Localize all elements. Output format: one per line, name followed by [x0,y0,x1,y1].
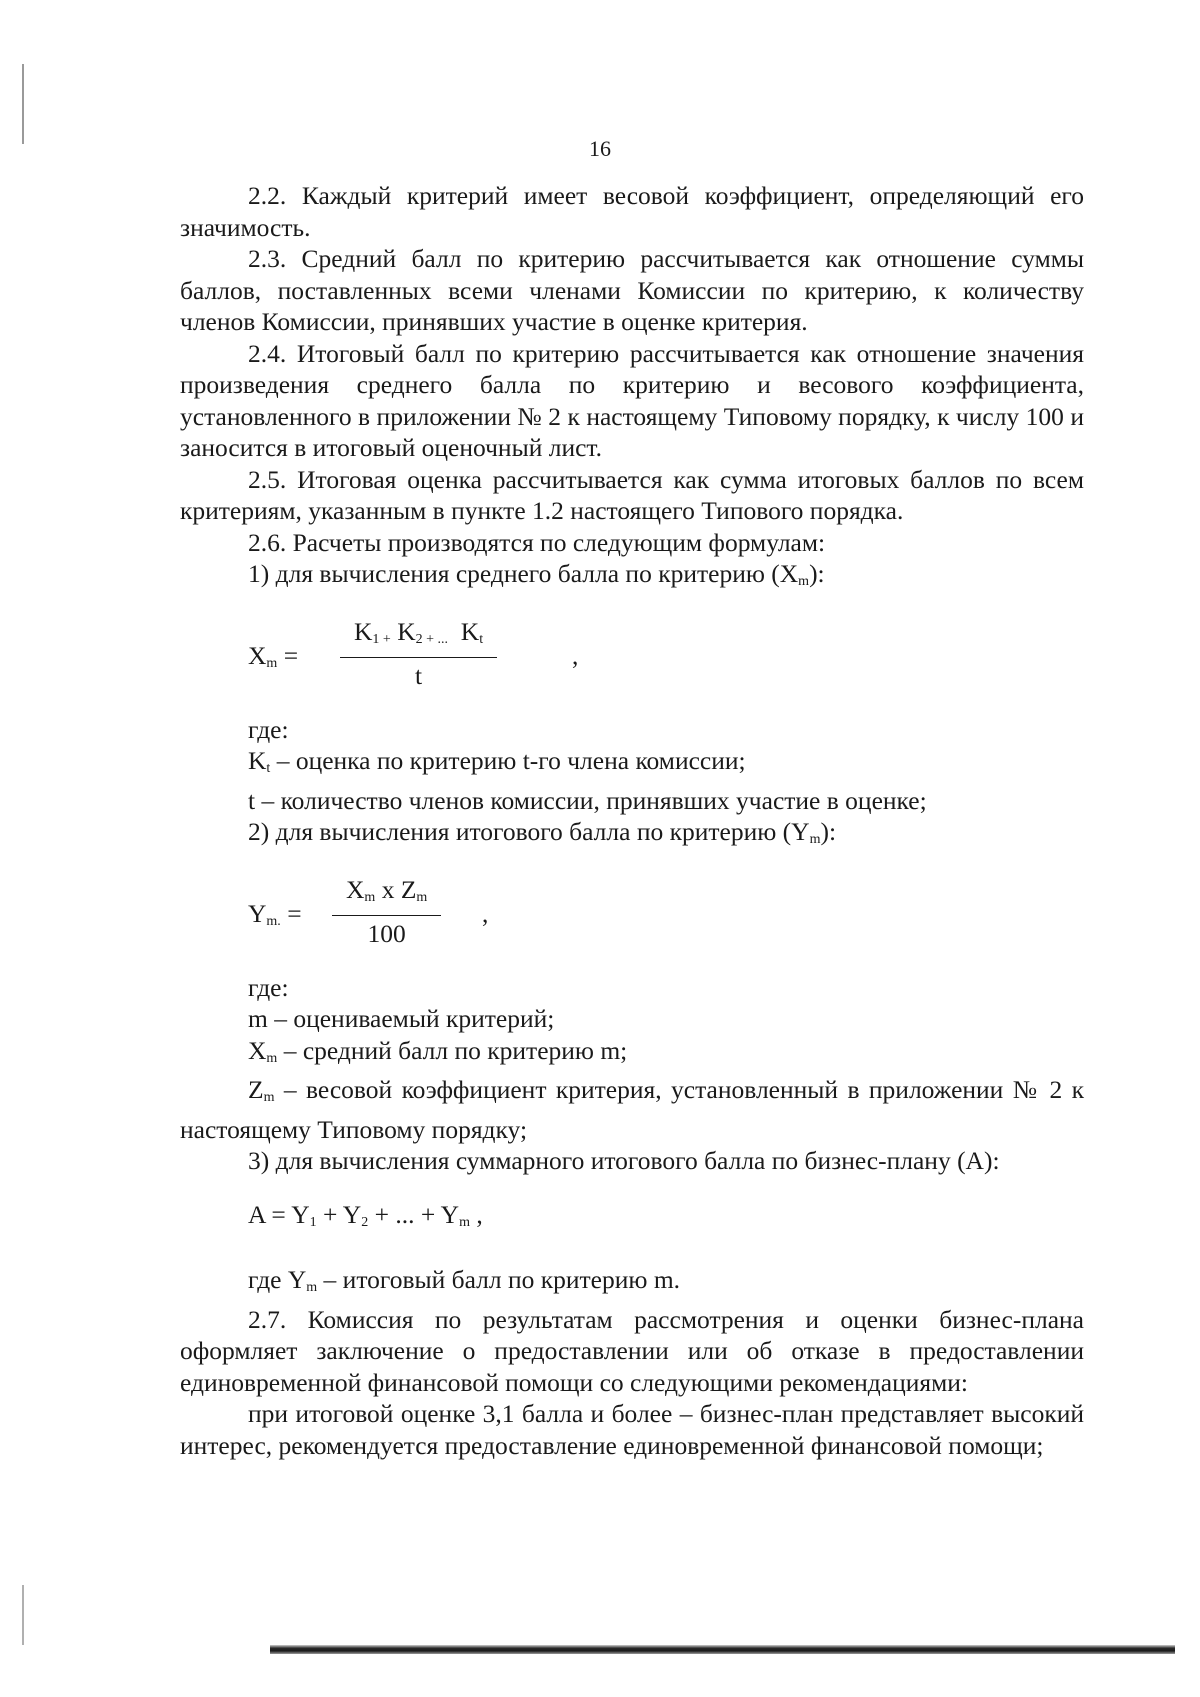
scan-edge-mark [22,1585,24,1645]
formula-final-score [180,870,1084,966]
formula-total-score: $A = Y_1 + Y_2$ + ... + $Y_m$ , [248,1199,483,1230]
formula-numerator: $K_{1 +}$ $K_{2 + ...}$ $K_t$ [340,616,497,659]
where-label-2: где: [248,972,289,1002]
definition-ym: где $Y_m$ – итоговый балл по критерию m. [248,1265,681,1295]
formula-comma: , [482,898,489,928]
formula-comma: , [572,640,579,670]
definition-xm: $X_m$ – средний балл по критерию m; [248,1035,628,1066]
document-body [180,180,1084,1461]
formula-fraction [340,616,497,692]
definition-kt: $K_t$ – оценка по критерию t-го члена комиссии; [248,746,746,776]
paragraph-2-2: 2.2. Каждый критерий имеет весовой коэффициент, определяющий его значимость. [180,181,1084,242]
formula-fraction [332,874,441,950]
definition-t: t – количество членов комиссии, принявших участие в оценке; [248,785,927,815]
scan-bottom-shadow [270,1645,1175,1654]
page-number: 16 [589,136,611,161]
paragraph-2-3: 2.3. Средний балл по критерию рассчитывается как отношение суммы баллов, поставленных всеми членами Комиссии по критерию, к количеству членов Комиссии, принявших участие в оценке критерия. [180,244,1084,336]
formula-denominator: t [415,661,423,690]
formula-intro-1: 1) для вычисления среднего балла по критерию $(X_m)$: [248,559,825,589]
where-label-1: где: [248,714,289,744]
definition-m: m – оцениваемый критерий; [248,1004,555,1033]
formula-intro-3: 3) для вычисления суммарного итогового балла по бизнес-плану (A): [248,1146,1000,1175]
paragraph-2-4: 2.4. Итоговый балл по критерию рассчитывается как отношение значения произведения среднего балла по критерию и весового коэффициента, установленного в приложении № 2 к настоящему Типовому порядку, к числу 100 и заносится в итоговый оценочный лист. [180,338,1084,462]
paragraph-2-7: 2.7. Комиссия по результатам рассмотрения и оценки бизнес-плана оформляет заключение о предоставлении или об отказе в предоставлении единовременной финансовой помощи со следующими рекомендациями: [180,1304,1084,1397]
paragraph-2-6: 2.6. Расчеты производятся по следующим формулам: [248,527,826,557]
formula-numerator: $X_m$ x $Z_m$ [332,874,441,917]
formula-intro-2: 2) для вычисления итогового балла по критерию $(Y_m)$: [248,817,837,847]
formula-mean-score [180,612,1084,708]
formula-lhs: $Y_{m.}$ = [248,898,302,929]
scan-edge-mark [22,64,24,144]
formula-denominator: 100 [367,919,406,948]
paragraph-recommendation: при итоговой оценке 3,1 балла и более – бизнес-план представляет высокий интерес, рекомендуется предоставление единовременной финансовой помощи; [180,1399,1084,1460]
paragraph-2-5: 2.5. Итоговая оценка рассчитывается как сумма итоговых баллов по всем критериям, указанным в пункте 1.2 настоящего Типового порядка. [180,464,1084,525]
formula-lhs: $X_m$ = [248,640,299,671]
definition-zm: $Z_m$ – весовой коэффициент критерия, установленный в приложении № 2 к настоящему Типовому порядку; [180,1075,1084,1144]
